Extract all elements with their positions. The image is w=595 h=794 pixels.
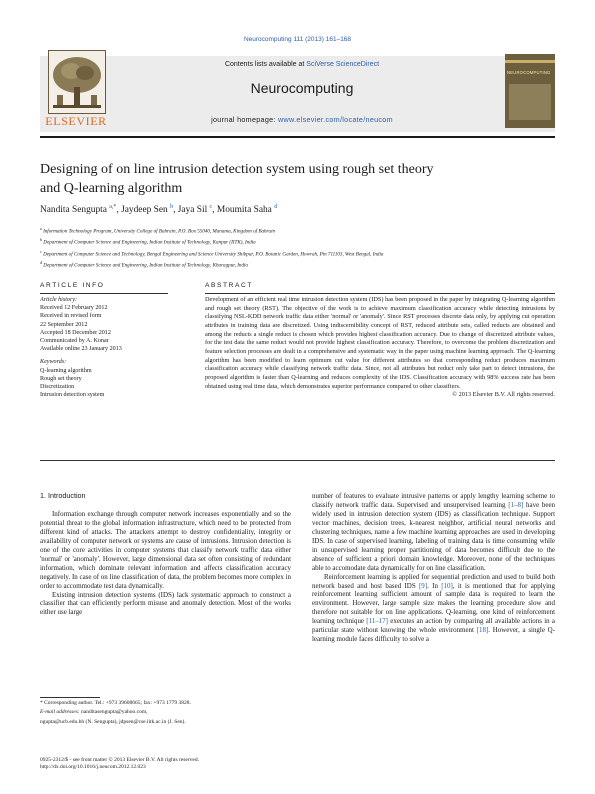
- affiliation: $^a$ Information Technology Program, University College of Bahrain, P.O. Box 55040, Manama, Kingdom of Bahrain: [40, 226, 276, 235]
- article-info-header: ARTICLE INFO: [40, 282, 105, 289]
- abstract-text: Development of an efficient real time intrusion detection system (IDS) has been proposed in the paper by integrating Q-learning algorithm and rough set theory (RST). The objective of the work is to achieve maximum classification accuracy while detecting intrusions by classifying NSL-KDD network traffic data either 'normal' or 'anomaly'. Since RST processes discrete data only, by applying cut operation attributes in training data are discretized. Using indiscernibility concept of RST, reduced attribute sets, called reducts are obtained and among the reducts a single reduct is chosen which provides highest classification accuracy. Due to change of discretized attribute values, for the test data the same reduct would not provide highest classification accuracy. Therefore, to overcome the problem discretization and feature selection processes are dealt in a comprehensive and systematic way in the paper using machine learning approach. The Q-learning algorithm has been modified to learn optimum cut value for different attributes so that corresponding reduct produces maximum classification accuracy while classifying network traffic data. Since, not all attributes but reduct only take part to detect intrusions, the proposed algorithm is faster than Q-learning and reduces complexity of the IDS. Classification accuracy with 98% success rate has been obtained using real time data, which demonstrates superior performance compared to other classifiers.: [205, 296, 555, 390]
- body-column-right: [312, 492, 555, 644]
- paragraph: number of features to evaluate intrusive patterns or apply lengthy learning scheme to classify network traffic data. Supervised and unsupervised learning [1–8] have been widely used in intrusion detection system (IDS) as classification technique. Support vector machines, decision trees, k-nearest neighbor, artificial neural networks and clustering techniques, name a few machine learning approaches are used in developing IDS. In case of supervised learning, labeling of training data is time consuming while in unsupervised learning proper partitioning of data becomes difficult due to the absence of sufficient a priori domain knowledge. Moreover, none of the techniques able to accomodate data dynamically for on line classification.: [312, 492, 555, 572]
- journal-name: Neurocomputing: [250, 80, 354, 96]
- history-entry: 22 September 2012: [40, 321, 88, 328]
- history-label: Article history:: [40, 297, 78, 303]
- abstract-rule: [205, 293, 555, 294]
- keyword: Intrusion detection system: [40, 392, 105, 399]
- corresponding-author-note: * Corresponding author. Tel.: +973 39608665; fax: +973 1779 3828.: [40, 700, 191, 706]
- article-info-block: [40, 296, 168, 399]
- keywords-label: Keywords:: [40, 359, 67, 366]
- history-entry: Communicated by A. Konar: [40, 338, 109, 345]
- author-sup[interactable]: c: [209, 204, 213, 210]
- affiliation: $^b$ Department of Computer Science and Engineering, Indian Institute of Technology, Kanpur (IITK), India: [40, 237, 256, 246]
- author-sup[interactable]: b: [170, 204, 174, 210]
- issn-block: [40, 757, 295, 772]
- paper-title-line-1: Designing of on line intrusion detection system using rough set theory: [40, 162, 434, 177]
- footnote-rule: [40, 697, 100, 698]
- elsevier-logo: [40, 50, 112, 132]
- footnotes: [40, 699, 295, 727]
- citation-link[interactable]: [9]: [419, 581, 428, 590]
- email-link[interactable]: nanditasengupta@yahoo.com,: [81, 709, 148, 716]
- journal-homepage: [112, 115, 492, 124]
- elsevier-tree-icon: [48, 50, 106, 114]
- paragraph: Information exchange through computer network increases exponentially and so the potential threat to the global information infrastructure, which need to be protected from different kind of attacks. The attackers attempt to destroy confidentiality, integrity or availability of computer network or systems are cause of intrusions. Intrusion detection is one of the core activities in computer systems that classify network traffic data either 'normal' or 'anomaly'. However, large dimensional data set often consisting of redundant information, which dominate relevant information and affects classification accuracy negatively. In case of on line classification of data, the problem becomes more complex in order to accommodate test data dynamically.: [40, 509, 291, 590]
- abstract-bottom-rule: [40, 460, 555, 461]
- email-note-cont: ngupta@ucb.edu.bh (N. Sengupta), jdpsen@cse.iitk.ac.in (J. Sen).: [40, 718, 186, 725]
- homepage-prefix: journal homepage:: [211, 115, 279, 124]
- cover-title: NEUROCOMPUTING: [507, 70, 551, 75]
- affiliations: [40, 225, 555, 270]
- email-note: E-mail addresses: nanditasengupta@yahoo.com,: [40, 709, 148, 716]
- citation-link[interactable]: [10]: [441, 581, 453, 590]
- keyword: Discretization: [40, 384, 75, 391]
- history-entry: Received 12 February 2012: [40, 305, 108, 312]
- paragraph: Reinforcement learning is applied for sequential prediction and used to build both network based and host based IDS [9]. In [10], it is mentioned that for applying reinforcement learning sufficient amount of sample data is required to learn the environment. However, large sample size makes the learning procedure slow and therefore not suitable for on line applications. Q-learning, one kind of reinforcement learning technique [11–17] executes an action by comparing all available actions in a particular state without knowing the whole environment [18]. However, a single Q-learning module faces difficulty to solve a: [312, 572, 556, 644]
- contents-prefix: Contents lists available at: [224, 61, 307, 68]
- history-entry: Accepted 18 December 2012: [40, 329, 111, 336]
- paper-title: [40, 160, 550, 198]
- doi-link[interactable]: http://dx.doi.org/10.1016/j.neucom.2012.12.023: [40, 764, 146, 771]
- keyword: Q-learning algorithm: [40, 367, 92, 374]
- paper-title-line-2: and Q-learning algorithm: [40, 181, 183, 196]
- sciencedirect-link[interactable]: SciVerse ScienceDirect: [306, 61, 380, 68]
- journal-cover-image: [505, 54, 555, 128]
- affiliation: $^d$ Department of Computer Science and Engineering, Indian Institute of Technology, Kharagpur, India: [40, 259, 248, 269]
- history-entry: Received in revised form: [40, 313, 102, 320]
- citation-link[interactable]: [1–8]: [508, 500, 524, 509]
- body-column-left: [40, 492, 291, 617]
- paragraph: Existing intrusion detection systems (IDS) lack systematic approach to construct a classifier that can efficiently perform misuse and anomaly detection. Most of the works either use large: [40, 590, 291, 617]
- contents-line: [112, 61, 492, 68]
- citation-link[interactable]: [11–17]: [366, 617, 388, 626]
- header-divider: [40, 136, 555, 138]
- cover-artwork: [509, 84, 551, 120]
- copyright-notice: © 2013 Elsevier B.V. All rights reserved.: [452, 391, 555, 399]
- affiliation: $^c$ Department of Computer Science and Technology, Bengal Engineering and Science University Shibpur, P.O. Botanic Garden, Howrah, Pin 711103, West Bengal, India: [40, 248, 384, 258]
- abstract-header: ABSTRACT: [205, 282, 253, 289]
- citation-link[interactable]: [18]: [476, 626, 489, 635]
- section-title: 1. Introduction: [40, 491, 86, 500]
- author-name[interactable]: Jaya Sil: [177, 205, 208, 216]
- keyword: Rough set theory: [40, 375, 82, 382]
- author-name[interactable]: Jaydeep Sen: [121, 205, 168, 216]
- author-list: Nandita Sengupta $^{a,*}$, Jaydeep Sen $^b$, Jaya Sil $^c$, Moumita Saha $^d$: [40, 204, 278, 216]
- author-sup[interactable]: d: [274, 204, 278, 210]
- journal-reference[interactable]: Neurocomputing 111 (2013) 161–168: [243, 36, 352, 43]
- article-info-rule: [40, 293, 168, 294]
- author-sup[interactable]: a,*: [109, 204, 117, 210]
- cover-strip: [505, 60, 555, 63]
- author-name[interactable]: Nandita Sengupta: [40, 205, 107, 216]
- issn-line: 0925-2312/$ - see front matter © 2013 Elsevier B.V. All rights reserved.: [40, 757, 199, 763]
- author-name[interactable]: Moumita Saha: [216, 205, 272, 216]
- homepage-link[interactable]: www.elsevier.com/locate/neucom: [278, 115, 393, 124]
- publisher-name: ELSEVIER: [45, 114, 107, 128]
- history-entry: Available online 23 January 2013: [40, 346, 122, 353]
- abstract-block: [205, 296, 555, 400]
